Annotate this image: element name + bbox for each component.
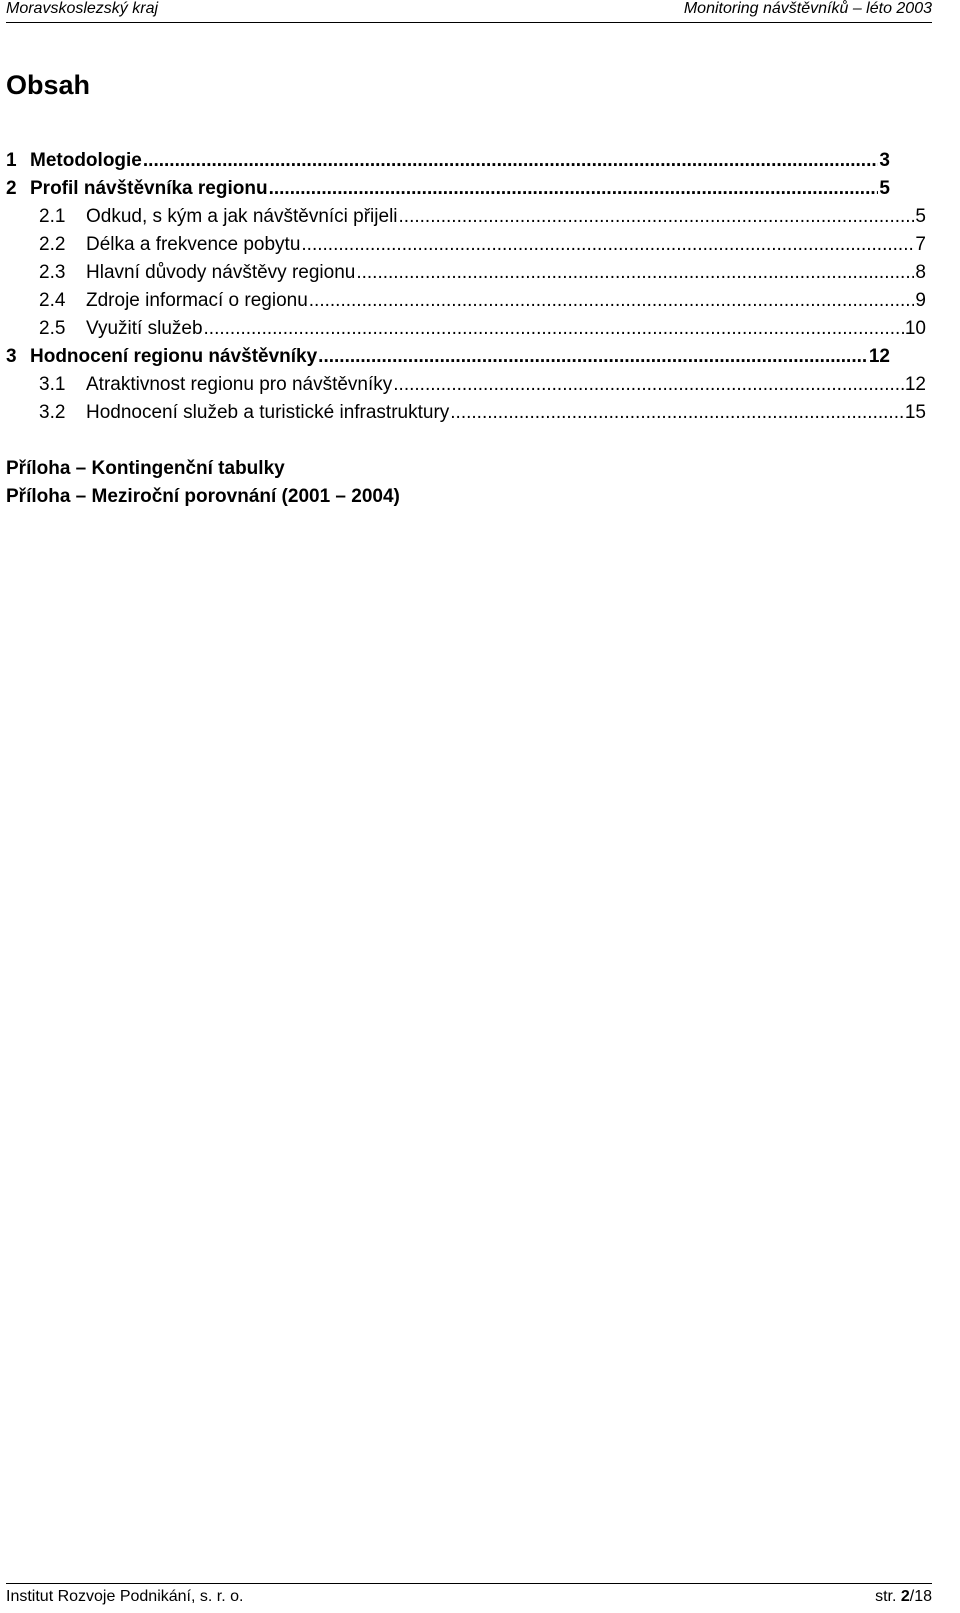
toc-page: 9	[915, 290, 926, 311]
page-prefix: str.	[875, 1588, 901, 1605]
toc-label: Hlavní důvody návštěvy regionu	[86, 262, 356, 283]
page-header	[6, 0, 932, 23]
toc-number: 2.5	[39, 318, 66, 339]
toc-number: 1	[6, 150, 17, 171]
toc-number: 3.1	[39, 374, 66, 395]
toc-page: 12	[904, 374, 926, 395]
toc-item-sluzby[interactable]	[6, 315, 926, 343]
toc-number: 3.2	[39, 402, 66, 423]
toc-label: Délka a frekvence pobytu	[86, 234, 301, 255]
header-report-title: Monitoring návštěvníků – léto 2003	[683, 0, 932, 17]
toc-label: Využití služeb	[86, 318, 203, 339]
toc-leader	[318, 343, 868, 371]
toc-page: 12	[868, 346, 890, 367]
toc-number: 3	[6, 346, 17, 367]
toc-number: 2	[6, 178, 17, 199]
toc-page: 7	[915, 234, 926, 255]
toc-leader	[399, 203, 915, 231]
appendix-kontingencni-tabulky[interactable]: Příloha – Kontingenční tabulky	[6, 458, 285, 479]
toc-number: 2.1	[39, 206, 66, 227]
toc-item-duvody[interactable]	[6, 259, 926, 287]
table-of-contents	[6, 147, 926, 427]
toc-label: Hodnocení služeb a turistické infrastruktury	[86, 402, 450, 423]
toc-item-metodologie[interactable]	[6, 147, 890, 175]
toc-leader	[301, 231, 914, 259]
toc-number: 2.4	[39, 290, 66, 311]
toc-label: Zdroje informací o regionu	[86, 290, 308, 311]
current-page: 2	[900, 1588, 910, 1605]
toc-leader	[204, 315, 904, 343]
toc-label: Odkud, s kým a jak návštěvníci přijeli	[86, 206, 398, 227]
toc-leader	[309, 287, 915, 315]
toc-page: 15	[904, 402, 926, 423]
toc-leader	[393, 371, 904, 399]
toc-item-infrastruktura[interactable]	[6, 399, 926, 427]
page-number	[875, 1585, 932, 1609]
toc-page: 5	[879, 178, 890, 199]
toc-page: 3	[879, 150, 890, 171]
page-title: Obsah	[6, 70, 91, 100]
toc-page: 5	[915, 206, 926, 227]
toc-item-hodnoceni[interactable]	[6, 343, 890, 371]
toc-number: 2.2	[39, 234, 66, 255]
toc-leader	[356, 259, 914, 287]
total-pages: /18	[909, 1588, 932, 1605]
toc-item-atraktivnost[interactable]	[6, 371, 926, 399]
toc-page: 8	[915, 262, 926, 283]
toc-leader	[269, 175, 879, 203]
toc-number: 2.3	[39, 262, 66, 283]
toc-page: 10	[904, 318, 926, 339]
toc-label: Metodologie	[30, 150, 142, 171]
appendix-mezirocni-porovnani[interactable]: Příloha – Meziroční porovnání (2001 – 2004)	[6, 486, 400, 507]
page-footer	[6, 1583, 932, 1610]
toc-leader	[143, 147, 879, 175]
footer-institution: Institut Rozvoje Podnikání, s. r. o.	[6, 1588, 244, 1605]
header-region: Moravskoslezský kraj	[6, 0, 159, 17]
toc-leader	[450, 399, 904, 427]
appendix-list	[6, 455, 400, 511]
toc-item-delka[interactable]	[6, 231, 926, 259]
toc-item-odkud[interactable]	[6, 203, 926, 231]
toc-label: Atraktivnost regionu pro návštěvníky	[86, 374, 393, 395]
toc-item-profil[interactable]	[6, 175, 890, 203]
toc-item-zdroje[interactable]	[6, 287, 926, 315]
toc-label: Hodnocení regionu návštěvníky	[30, 346, 318, 367]
toc-label: Profil návštěvníka regionu	[30, 178, 268, 199]
